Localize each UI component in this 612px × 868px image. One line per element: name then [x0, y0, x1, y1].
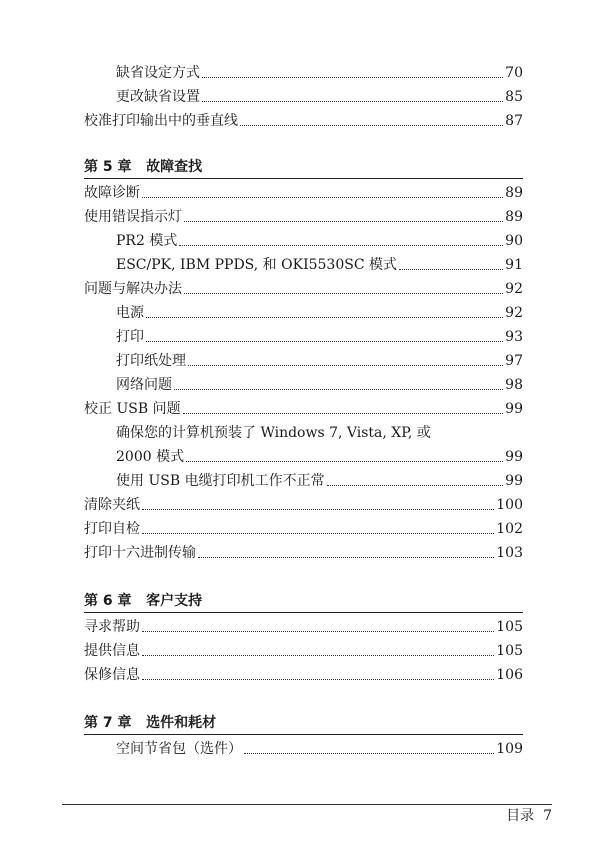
toc-entry-title: 打印十六进制传输 — [84, 545, 196, 561]
toc-entry-page: 105 — [496, 619, 523, 635]
toc-entry[interactable] — [116, 60, 523, 82]
dot-leader — [174, 389, 503, 390]
toc-entry-title: 网络问题 — [116, 377, 172, 393]
dot-leader — [146, 317, 503, 318]
toc-entry-title: 校准打印输出中的垂直线 — [84, 113, 238, 129]
toc-entry-title: 空间节省包（选件） — [116, 741, 242, 757]
toc-entry-title: 校正 USB 问题 — [84, 401, 181, 417]
chapter-heading — [84, 712, 523, 735]
toc-entry[interactable] — [84, 662, 523, 684]
toc-entry-title: 保修信息 — [84, 667, 140, 683]
page-number: 7 — [543, 808, 552, 824]
toc-entry-page: 100 — [496, 497, 523, 513]
toc-entry-title: 确保您的计算机预装了 Windows 7, Vista, XP, 或 — [116, 425, 431, 441]
toc-entry[interactable] — [84, 108, 523, 130]
toc-entry[interactable] — [116, 348, 523, 370]
dot-leader — [399, 269, 503, 270]
toc-entry-page: 89 — [505, 185, 523, 201]
toc-entry-title: ESC/PK, IBM PPDS, 和 OKI5530SC 模式 — [116, 257, 397, 273]
toc-entry-page: 103 — [496, 545, 523, 561]
toc-entry[interactable] — [116, 372, 523, 394]
toc-entry-page: 105 — [496, 643, 523, 659]
dot-leader — [186, 461, 503, 462]
toc-entry-page: 92 — [505, 305, 523, 321]
toc-entry-title: 清除夹纸 — [84, 497, 140, 513]
toc-entry[interactable] — [84, 638, 523, 660]
dot-leader — [183, 413, 504, 414]
toc-entry-title: 打印纸处理 — [116, 353, 186, 369]
chapter-title: 第 7 章 选件和耗材 — [84, 715, 217, 731]
toc-entry-title: 更改缺省设置 — [116, 89, 200, 105]
toc-entry[interactable] — [84, 540, 523, 562]
dot-leader — [240, 125, 503, 126]
toc-entry-title: 提供信息 — [84, 643, 140, 659]
toc-entry[interactable] — [84, 396, 523, 418]
toc-entry-title: 寻求帮助 — [84, 619, 140, 635]
dot-leader — [202, 77, 503, 78]
toc-entry[interactable] — [116, 468, 523, 490]
toc-entry[interactable] — [84, 492, 523, 514]
dot-leader — [184, 293, 503, 294]
toc-entry-page: 99 — [505, 401, 523, 417]
toc-entry-page: 98 — [505, 377, 523, 393]
toc-entry-page: 99 — [505, 473, 523, 489]
toc-entry-title: 电源 — [116, 305, 144, 321]
toc-entry-title: 缺省设定方式 — [116, 65, 200, 81]
toc-entry[interactable] — [116, 444, 523, 466]
dot-leader — [244, 753, 494, 754]
toc-entry-title: 打印 — [116, 329, 144, 345]
toc-entry-page: 70 — [505, 65, 523, 81]
dot-leader — [184, 221, 503, 222]
chapter-heading — [84, 156, 523, 179]
dot-leader — [146, 341, 503, 342]
toc-entry-title: 问题与解决办法 — [84, 281, 182, 297]
toc-entry-page: 93 — [505, 329, 523, 345]
dot-leader — [198, 557, 494, 558]
toc-entry-title: PR2 模式 — [116, 233, 178, 249]
toc-entry[interactable] — [84, 276, 523, 298]
toc-entry-page: 92 — [505, 281, 523, 297]
toc-entry-page: 85 — [505, 89, 523, 105]
dot-leader — [142, 509, 494, 510]
toc-entry-page: 89 — [505, 209, 523, 225]
toc-entry-page: 109 — [496, 741, 523, 757]
toc-entry-page: 91 — [505, 257, 523, 273]
toc-entry[interactable] — [84, 614, 523, 636]
page-footer — [506, 806, 552, 826]
footer-divider — [62, 804, 552, 805]
toc-entry[interactable] — [116, 228, 523, 250]
dot-leader — [142, 631, 494, 632]
toc-entry-page: 90 — [505, 233, 523, 249]
toc-entry[interactable] — [116, 736, 523, 758]
chapter-title: 第 6 章 客户支持 — [84, 593, 203, 609]
toc-entry[interactable] — [116, 84, 523, 106]
toc-entry-title: 2000 模式 — [116, 449, 185, 465]
dot-leader — [179, 245, 503, 246]
toc-entry[interactable] — [116, 300, 523, 322]
toc-entry-title: 使用错误指示灯 — [84, 209, 182, 225]
dot-leader — [188, 365, 503, 366]
chapter-heading — [84, 590, 523, 613]
toc-entry[interactable] — [116, 324, 523, 346]
toc-entry-page: 99 — [505, 449, 523, 465]
toc-entry-page: 97 — [505, 353, 523, 369]
toc-entry[interactable] — [84, 204, 523, 226]
footer-label: 目录 — [506, 808, 535, 824]
toc-entry[interactable] — [84, 180, 523, 202]
toc-entry[interactable] — [116, 252, 523, 274]
toc-entry[interactable] — [116, 420, 523, 442]
toc-entry-page: 87 — [505, 113, 523, 129]
dot-leader — [327, 485, 504, 486]
dot-leader — [142, 197, 503, 198]
dot-leader — [142, 533, 494, 534]
toc-entry-title: 使用 USB 电缆打印机工作不正常 — [116, 473, 325, 489]
dot-leader — [142, 655, 494, 656]
toc-entry[interactable] — [84, 516, 523, 538]
dot-leader — [142, 679, 494, 680]
dot-leader — [202, 101, 503, 102]
chapter-title: 第 5 章 故障查找 — [84, 159, 203, 175]
toc-entry-page: 102 — [496, 521, 523, 537]
toc-entry-title: 故障诊断 — [84, 185, 140, 201]
toc-entry-page: 106 — [496, 667, 523, 683]
toc-entry-title: 打印自检 — [84, 521, 140, 537]
